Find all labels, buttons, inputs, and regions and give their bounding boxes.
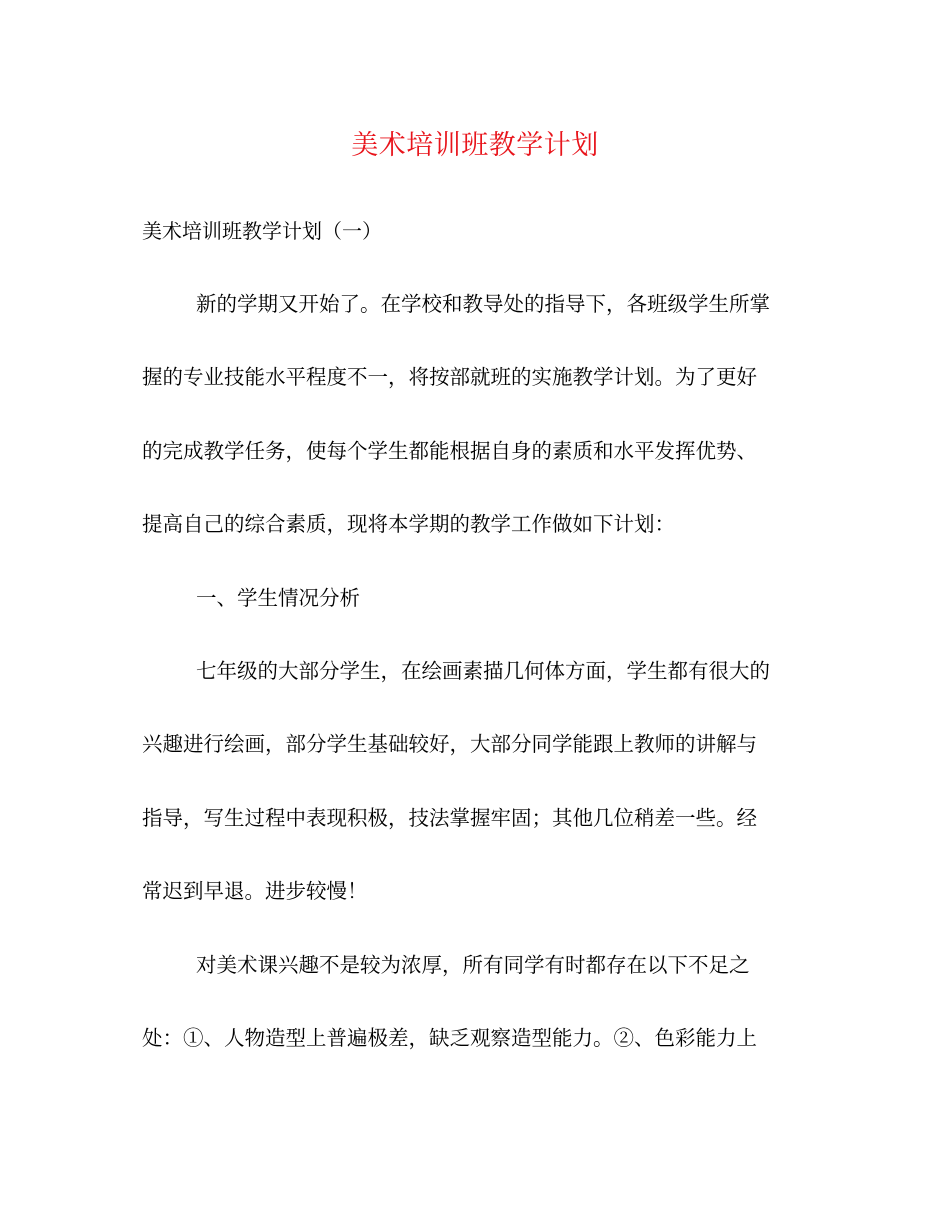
paragraph-line: 提高自己的综合素质，现将本学期的教学工作做如下计划： — [142, 512, 675, 536]
paragraph-line: 指导，写生过程中表现积极，技法掌握牢固；其他几位稍差一些。经 — [142, 806, 757, 830]
paragraph-line: 常迟到早退。进步较慢！ — [142, 879, 368, 903]
document-subtitle: 美术培训班教学计划（一） — [142, 219, 382, 243]
paragraph-line: 新的学期又开始了。在学校和教导处的指导下，各班级学生所掌 — [196, 292, 770, 316]
paragraph-line: 七年级的大部分学生，在绘画素描几何体方面，学生都有很大的 — [196, 659, 770, 683]
paragraph-line: 的完成教学任务，使每个学生都能根据自身的素质和水平发挥优势、 — [142, 439, 757, 463]
document-title: 美术培训班教学计划 — [351, 130, 599, 161]
paragraph-line: 握的专业技能水平程度不一，将按部就班的实施教学计划。为了更好 — [142, 365, 757, 389]
section-heading: 一、学生情况分析 — [196, 586, 360, 610]
paragraph-line: 兴趣进行绘画，部分学生基础较好，大部分同学能跟上教师的讲解与 — [142, 732, 757, 756]
paragraph-line: 对美术课兴趣不是较为浓厚，所有同学有时都存在以下不足之 — [196, 953, 750, 977]
paragraph-line: 处：①、人物造型上普遍极差，缺乏观察造型能力。②、色彩能力上 — [142, 1026, 757, 1050]
